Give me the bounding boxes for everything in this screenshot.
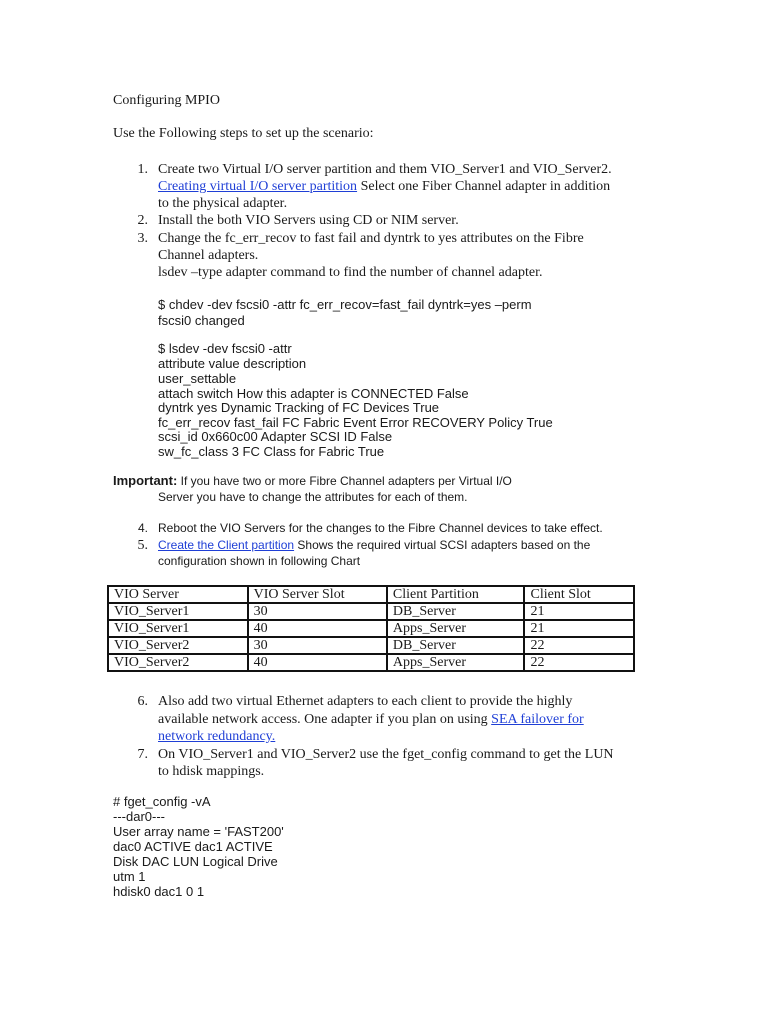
code-line: attach switch How this adapter is CONNECTED False bbox=[158, 386, 469, 401]
important-label: Important: bbox=[113, 473, 178, 488]
code-line: User array name = 'FAST200' bbox=[113, 824, 284, 839]
table-cell: DB_Server bbox=[387, 637, 525, 654]
creating-vio-partition-link[interactable]: Creating virtual I/O server partition bbox=[158, 179, 358, 194]
code-line: ---dar0--- bbox=[113, 809, 165, 824]
code-line: $ lsdev -dev fscsi0 -attr bbox=[158, 341, 292, 356]
intro-text: Use the Following steps to set up the scenario: bbox=[113, 126, 374, 141]
step1-line2-rest: Select one Fiber Channel adapter in addition bbox=[357, 179, 611, 194]
table-row bbox=[108, 654, 634, 671]
table-cell: Apps_Server bbox=[387, 620, 525, 637]
table-cell: Apps_Server bbox=[387, 654, 525, 671]
step2-number: 2. bbox=[137, 213, 148, 228]
step5-line2: configuration shown in following Chart bbox=[158, 554, 361, 568]
sea-failover-link[interactable]: SEA failover for bbox=[491, 712, 584, 727]
code-line: fc_err_recov fast_fail FC Fabric Event Error RECOVERY Policy True bbox=[158, 415, 553, 430]
code-line: dyntrk yes Dynamic Tracking of FC Devices True bbox=[158, 400, 440, 415]
step7-line1: On VIO_Server1 and VIO_Server2 use the fget_config command to get the LUN bbox=[158, 747, 614, 762]
step6-line2-text: available network access. One adapter if you plan on using bbox=[158, 712, 492, 727]
step7-number: 7. bbox=[137, 747, 148, 762]
step5-line1 bbox=[158, 537, 590, 553]
sea-failover-link-continued[interactable]: network redundancy. bbox=[158, 729, 276, 744]
table-cell: 30 bbox=[248, 637, 387, 654]
table-cell: VIO_Server1 bbox=[108, 603, 248, 620]
table-cell: 40 bbox=[248, 654, 387, 671]
table-row bbox=[108, 637, 634, 654]
table-cell: VIO_Server2 bbox=[108, 654, 248, 671]
table-cell: 30 bbox=[248, 603, 387, 620]
step5-line1-rest: Shows the required virtual SCSI adapters based on the bbox=[294, 538, 591, 552]
table-header-row bbox=[108, 586, 634, 603]
step1-line2 bbox=[158, 178, 610, 195]
step3-line1: Change the fc_err_recov to fast fail and dyntrk to yes attributes on the Fibre bbox=[158, 231, 584, 246]
step1-line3: to the physical adapter. bbox=[158, 196, 288, 211]
table-header-cell: VIO Server Slot bbox=[248, 586, 387, 603]
code-line: Disk DAC LUN Logical Drive bbox=[113, 854, 278, 869]
important-note bbox=[113, 473, 512, 489]
code-line: dac0 ACTIVE dac1 ACTIVE bbox=[113, 839, 273, 854]
step2-text: Install the both VIO Servers using CD or NIM server. bbox=[158, 213, 459, 228]
code-line: sw_fc_class 3 FC Class for Fabric True bbox=[158, 444, 385, 459]
step1-line1: Create two Virtual I/O server partition and them VIO_Server1 and VIO_Server2. bbox=[158, 162, 612, 177]
create-client-partition-link[interactable]: Create the Client partition bbox=[158, 538, 295, 552]
important-line2: Server you have to change the attributes for each of them. bbox=[158, 490, 468, 504]
table-row bbox=[108, 603, 634, 620]
step3-number: 3. bbox=[137, 231, 148, 246]
step1-number: 1. bbox=[137, 162, 148, 177]
code-line: # fget_config -vA bbox=[113, 794, 211, 809]
step3-line2: Channel adapters. bbox=[158, 248, 259, 263]
table-cell: 40 bbox=[248, 620, 387, 637]
code-line: scsi_id 0x660c00 Adapter SCSI ID False bbox=[158, 429, 393, 444]
table-cell: DB_Server bbox=[387, 603, 525, 620]
page-title: Configuring MPIO bbox=[113, 93, 220, 108]
table-cell: 21 bbox=[524, 620, 634, 637]
step7-line2: to hdisk mappings. bbox=[158, 764, 265, 779]
table-cell: 21 bbox=[524, 603, 634, 620]
code-line: utm 1 bbox=[113, 869, 146, 884]
table-cell: 22 bbox=[524, 637, 634, 654]
step6-number: 6. bbox=[137, 694, 148, 709]
slot-mapping-table bbox=[107, 585, 635, 672]
code-line: attribute value description bbox=[158, 356, 307, 371]
code-line: $ chdev -dev fscsi0 -attr fc_err_recov=fast_fail dyntrk=yes –perm bbox=[158, 297, 532, 312]
step5-number: 5. bbox=[137, 538, 148, 553]
step4-number: 4. bbox=[137, 521, 148, 535]
table-header-cell: VIO Server bbox=[108, 586, 248, 603]
table-cell: VIO_Server2 bbox=[108, 637, 248, 654]
code-line: user_settable bbox=[158, 371, 237, 386]
table-cell: 22 bbox=[524, 654, 634, 671]
step6-line2 bbox=[158, 711, 584, 728]
code-line: hdisk0 dac1 0 1 bbox=[113, 884, 205, 899]
table-header-cell: Client Slot bbox=[524, 586, 634, 603]
step6-line1: Also add two virtual Ethernet adapters to each client to provide the highly bbox=[158, 694, 573, 709]
step3-line3: lsdev –type adapter command to find the number of channel adapter. bbox=[158, 265, 543, 280]
table-header-cell: Client Partition bbox=[387, 586, 525, 603]
code-line: fscsi0 changed bbox=[158, 313, 245, 328]
table-cell: VIO_Server1 bbox=[108, 620, 248, 637]
table-row bbox=[108, 620, 634, 637]
step4-text: Reboot the VIO Servers for the changes to the Fibre Channel devices to take effect. bbox=[158, 521, 603, 535]
important-line1: If you have two or more Fibre Channel adapters per Virtual I/O bbox=[177, 474, 512, 488]
